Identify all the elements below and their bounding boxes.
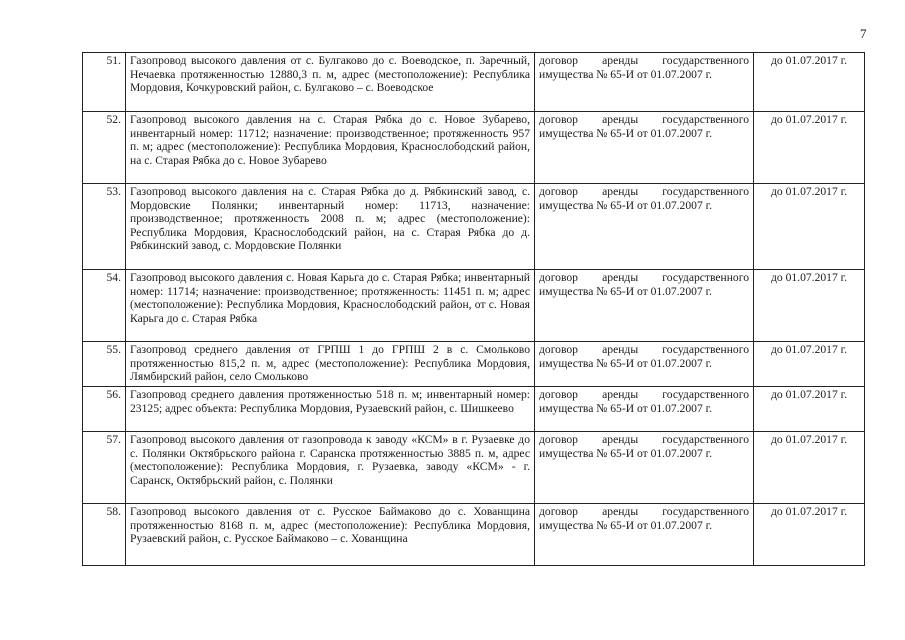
table-row	[83, 184, 865, 270]
row-number: 56.	[83, 387, 126, 432]
table-row	[83, 53, 865, 112]
lease-document: договор аренды государственного имущества № 65-И от 01.07.2007 г.	[535, 342, 754, 387]
object-description: Газопровод высокого давления от с. Булгаково до с. Воеводское, п. Заречный, Нечаевка протяженностью 12880,3 п. м, адрес (местоположение): Республика Мордовия, Кочкуровский район, с. Булгаково – с. Воеводское	[126, 53, 535, 112]
lease-document: договор аренды государственного имущества № 65-И от 01.07.2007 г.	[535, 270, 754, 342]
row-number: 51.	[83, 53, 126, 112]
lease-document: договор аренды государственного имущества № 65-И от 01.07.2007 г.	[535, 184, 754, 270]
lease-term: до 01.07.2017 г.	[754, 432, 865, 504]
row-number: 54.	[83, 270, 126, 342]
lease-document: договор аренды государственного имущества № 65-И от 01.07.2007 г.	[535, 112, 754, 184]
table-row	[83, 387, 865, 432]
object-description: Газопровод среднего давления протяженностью 518 п. м; инвентарный номер: 23125; адрес объекта: Республика Мордовия, Рузаевский район, с. Шишкеево	[126, 387, 535, 432]
table-row	[83, 432, 865, 504]
page-number: 7	[860, 26, 867, 41]
object-description: Газопровод высокого давления на с. Старая Рябка до с. Новое Зубарево, инвентарный номер: 11712; назначение: производственное; протяженность 957 п. м; адрес (местоположение): Республика Мордовия, Краснослободский район, на с. Старая Рябка до с. Новое Зубарево	[126, 112, 535, 184]
lease-term: до 01.07.2017 г.	[754, 53, 865, 112]
property-registry-table	[82, 52, 865, 566]
lease-term: до 01.07.2017 г.	[754, 112, 865, 184]
row-number: 53.	[83, 184, 126, 270]
lease-term: до 01.07.2017 г.	[754, 342, 865, 387]
lease-document: договор аренды государственного имущества № 65-И от 01.07.2007 г.	[535, 53, 754, 112]
row-number: 52.	[83, 112, 126, 184]
object-description: Газопровод высокого давления с. Новая Карьга до с. Старая Рябка; инвентарный номер: 11714; назначение: производственное; протяженность: 11451 п. м; адрес (местоположение): Республика Мордовия, Краснослободский район, от с. Новая Карьга до с. Старая Рябка	[126, 270, 535, 342]
lease-term: до 01.07.2017 г.	[754, 387, 865, 432]
row-number: 57.	[83, 432, 126, 504]
lease-term: до 01.07.2017 г.	[754, 184, 865, 270]
table-row	[83, 342, 865, 387]
object-description: Газопровод высокого давления на с. Старая Рябка до д. Рябкинский завод, с. Мордовские Полянки; инвентарный номер: 11713, назначение: производственное; протяженность 2008 п. м; адрес (местоположение): Республика Мордовия, Краснослободский район, на с. Старая Рябка до д. Рябкинский завод, с. Мордовские Полянки	[126, 184, 535, 270]
row-number: 55.	[83, 342, 126, 387]
table-row	[83, 504, 865, 566]
object-description: Газопровод высокого давления от газопровода к заводу «КСМ» в г. Рузаевке до с. Полянки Октябрьского района г. Саранска протяженностью 3885 п. м, адрес (местоположение): Республика Мордовия, г. Рузаевка, заводу «КСМ» - г. Саранск, Октябрьский район, с. Полянки	[126, 432, 535, 504]
lease-term: до 01.07.2017 г.	[754, 270, 865, 342]
lease-document: договор аренды государственного имущества № 65-И от 01.07.2007 г.	[535, 432, 754, 504]
object-description: Газопровод высокого давления от с. Русское Баймаково до с. Хованщина протяженностью 8168 п. м, адрес (местоположение): Республика Мордовия, Рузаевский район, с. Русское Баймаково – с. Хованщина	[126, 504, 535, 566]
lease-term: до 01.07.2017 г.	[754, 504, 865, 566]
table-row	[83, 270, 865, 342]
lease-document: договор аренды государственного имущества № 65-И от 01.07.2007 г.	[535, 504, 754, 566]
table-row	[83, 112, 865, 184]
row-number: 58.	[83, 504, 126, 566]
object-description: Газопровод среднего давления от ГРПШ 1 до ГРПШ 2 в с. Смольково протяженностью 815,2 п. м, адрес (местоположение): Республика Мордовия, Лямбирский район, село Смольково	[126, 342, 535, 387]
lease-document: договор аренды государственного имущества № 65-И от 01.07.2007 г.	[535, 387, 754, 432]
